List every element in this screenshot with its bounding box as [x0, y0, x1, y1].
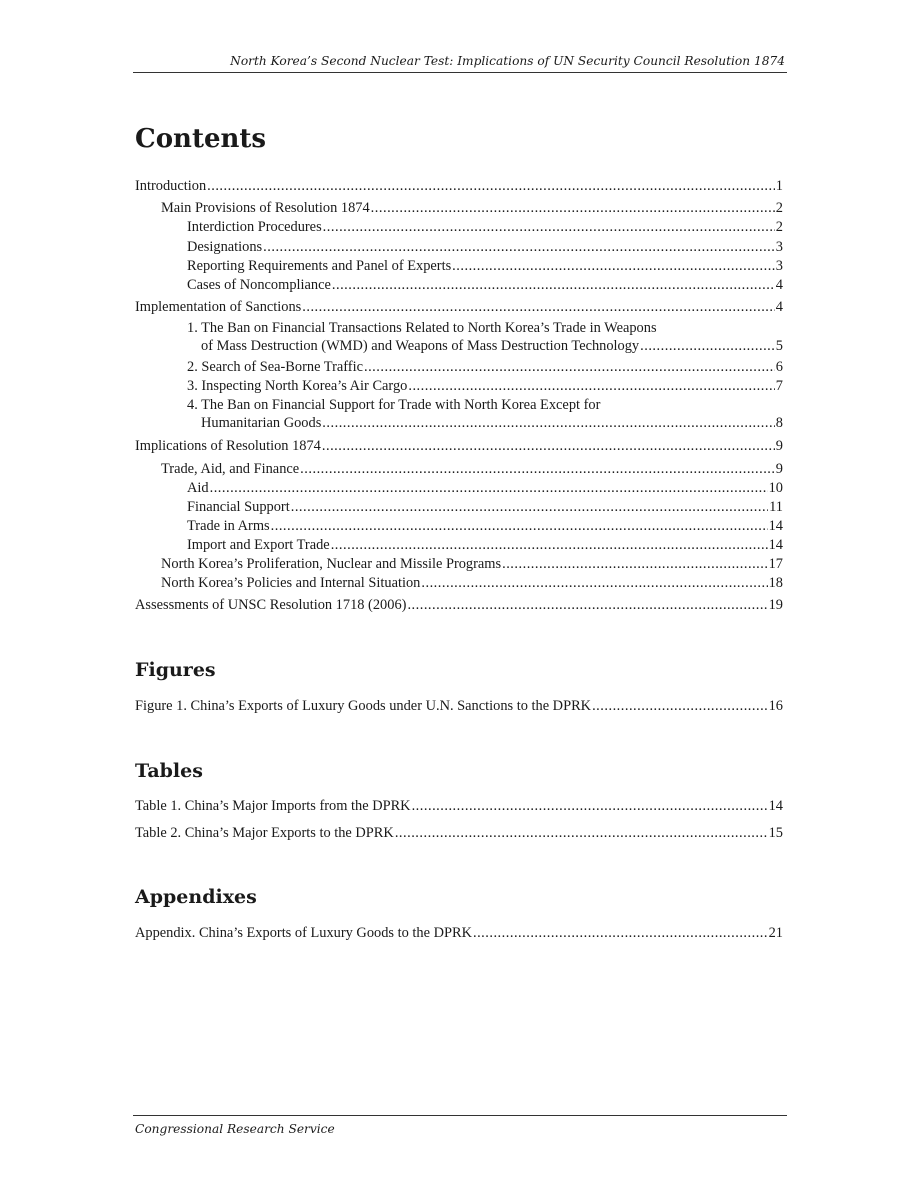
header-rule	[133, 72, 787, 73]
dot-leader	[291, 498, 768, 516]
toc-entry-page: 18	[768, 575, 783, 591]
dot-leader	[322, 414, 775, 432]
toc-entry-page: 10	[768, 480, 783, 496]
toc-entry-reporting-requirements[interactable]	[187, 257, 783, 275]
toc-entry-title: Financial Support	[187, 499, 290, 515]
dot-leader	[210, 479, 768, 497]
toc-entry-page: 19	[768, 597, 783, 613]
appendixes-heading: Appendixes	[135, 886, 257, 908]
toc-entry-title: Figure 1. China’s Exports of Luxury Goods under U.N. Sanctions to the DPRK	[135, 698, 592, 714]
dot-leader	[300, 460, 775, 478]
toc-entry-page: 14	[768, 798, 783, 814]
toc-entry-title: Introduction	[135, 178, 207, 194]
toc-entry-page: 9	[775, 438, 783, 454]
toc-entry-financial-support[interactable]	[187, 498, 783, 516]
toc-entry-title-line1: 1. The Ban on Financial Transactions Related to North Korea’s Trade in Weapons	[187, 320, 657, 336]
toc-entry-page: 17	[768, 556, 783, 572]
toc-entry-title: Main Provisions of Resolution 1874	[161, 200, 370, 216]
toc-entry-table-2[interactable]	[135, 824, 783, 842]
toc-entry-page: 21	[768, 925, 783, 941]
dot-leader	[592, 697, 768, 715]
dot-leader	[502, 555, 768, 573]
toc-entry-title: of Mass Destruction (WMD) and Weapons of Mass Destruction Technology	[201, 338, 640, 354]
toc-entry-page: 14	[768, 537, 783, 553]
toc-entry-page: 3	[775, 239, 783, 255]
dot-leader	[371, 199, 775, 217]
toc-entry-page: 2	[775, 219, 783, 235]
toc-entry-title: Cases of Noncompliance	[187, 277, 331, 293]
toc-entry-title: North Korea’s Policies and Internal Situation	[161, 575, 421, 591]
toc-entry-title: Appendix. China’s Exports of Luxury Goods to the DPRK	[135, 925, 472, 941]
toc-entry-trade-in-arms[interactable]	[187, 517, 783, 535]
running-header: North Korea’s Second Nuclear Test: Implications of UN Security Council Resolution 1874	[230, 54, 785, 68]
toc-entry-import-export-trade[interactable]	[187, 536, 783, 554]
toc-entry-page: 9	[775, 461, 783, 477]
toc-entry-table-1[interactable]	[135, 797, 783, 815]
toc-entry-ban-on-financial-transactions[interactable]	[187, 319, 783, 355]
toc-entry-page: 1	[775, 178, 783, 194]
dot-leader	[331, 536, 768, 554]
toc-entry-aid[interactable]	[187, 479, 783, 497]
toc-entry-implications-of-resolution[interactable]	[135, 437, 783, 455]
toc-entry-title: Implementation of Sanctions	[135, 299, 302, 315]
toc-entry-title: Table 2. China’s Major Exports to the DPRK	[135, 825, 394, 841]
toc-entry-title: Assessments of UNSC Resolution 1718 (2006)	[135, 597, 407, 613]
toc-entry-page: 7	[775, 378, 783, 394]
toc-entry-page: 11	[769, 499, 783, 515]
toc-entry-title: Table 1. China’s Major Imports from the DPRK	[135, 798, 411, 814]
toc-entry-ban-on-financial-support[interactable]	[187, 396, 783, 432]
toc-entry-title-line1: 4. The Ban on Financial Support for Trade with North Korea Except for	[187, 397, 601, 413]
running-footer: Congressional Research Service	[135, 1122, 335, 1136]
toc-entry-assessments-1718[interactable]	[135, 596, 783, 614]
toc-entry-appendix[interactable]	[135, 924, 783, 942]
toc-entry-page: 4	[775, 277, 783, 293]
toc-entry-title: 2. Search of Sea-Borne Traffic	[187, 359, 363, 375]
toc-entry-title: Reporting Requirements and Panel of Experts	[187, 258, 452, 274]
toc-entry-title: Interdiction Procedures	[187, 219, 322, 235]
dot-leader	[395, 824, 768, 842]
toc-entry-main-provisions[interactable]	[161, 199, 783, 217]
toc-entry-trade-aid-finance[interactable]	[161, 460, 783, 478]
dot-leader	[332, 276, 775, 294]
dot-leader	[412, 797, 768, 815]
toc-entry-page: 2	[775, 200, 783, 216]
toc-entry-title: Import and Export Trade	[187, 537, 330, 553]
dot-leader	[302, 298, 775, 316]
toc-entry-figure-1[interactable]	[135, 697, 783, 715]
footer-rule	[133, 1115, 787, 1116]
toc-entry-page: 14	[768, 518, 783, 534]
dot-leader	[364, 358, 775, 376]
dot-leader	[421, 574, 767, 592]
contents-heading: Contents	[135, 124, 267, 154]
toc-entry-proliferation-programs[interactable]	[161, 555, 783, 573]
figures-heading: Figures	[135, 659, 216, 681]
toc-entry-title: Designations	[187, 239, 263, 255]
dot-leader	[473, 924, 768, 942]
dot-leader	[207, 177, 775, 195]
dot-leader	[640, 337, 775, 355]
dot-leader	[407, 596, 767, 614]
toc-entry-page: 3	[775, 258, 783, 274]
toc-entry-cases-of-noncompliance[interactable]	[187, 276, 783, 294]
toc-entry-title: Humanitarian Goods	[201, 415, 322, 431]
toc-entry-title: North Korea’s Proliferation, Nuclear and Missile Programs	[161, 556, 502, 572]
toc-entry-page: 5	[775, 338, 783, 354]
dot-leader	[452, 257, 775, 275]
dot-leader	[408, 377, 774, 395]
toc-entry-introduction[interactable]	[135, 177, 783, 195]
toc-entry-inspecting-air-cargo[interactable]	[187, 377, 783, 395]
dot-leader	[323, 218, 775, 236]
toc-entry-page: 15	[768, 825, 783, 841]
dot-leader	[263, 238, 775, 256]
dot-leader	[322, 437, 775, 455]
toc-entry-page: 6	[775, 359, 783, 375]
toc-entry-designations[interactable]	[187, 238, 783, 256]
toc-entry-title: 3. Inspecting North Korea’s Air Cargo	[187, 378, 408, 394]
toc-entry-page: 8	[775, 415, 783, 431]
toc-entry-search-of-sea-borne-traffic[interactable]	[187, 358, 783, 376]
toc-entry-interdiction-procedures[interactable]	[187, 218, 783, 236]
toc-entry-title: Trade, Aid, and Finance	[161, 461, 300, 477]
toc-entry-policies-internal-situation[interactable]	[161, 574, 783, 592]
toc-entry-title: Aid	[187, 480, 209, 496]
dot-leader	[271, 517, 768, 535]
toc-entry-implementation-of-sanctions[interactable]	[135, 298, 783, 316]
toc-entry-title: Trade in Arms	[187, 518, 270, 534]
tables-heading: Tables	[135, 760, 203, 782]
toc-entry-title: Implications of Resolution 1874	[135, 438, 321, 454]
toc-entry-page: 16	[768, 698, 783, 714]
toc-entry-page: 4	[775, 299, 783, 315]
